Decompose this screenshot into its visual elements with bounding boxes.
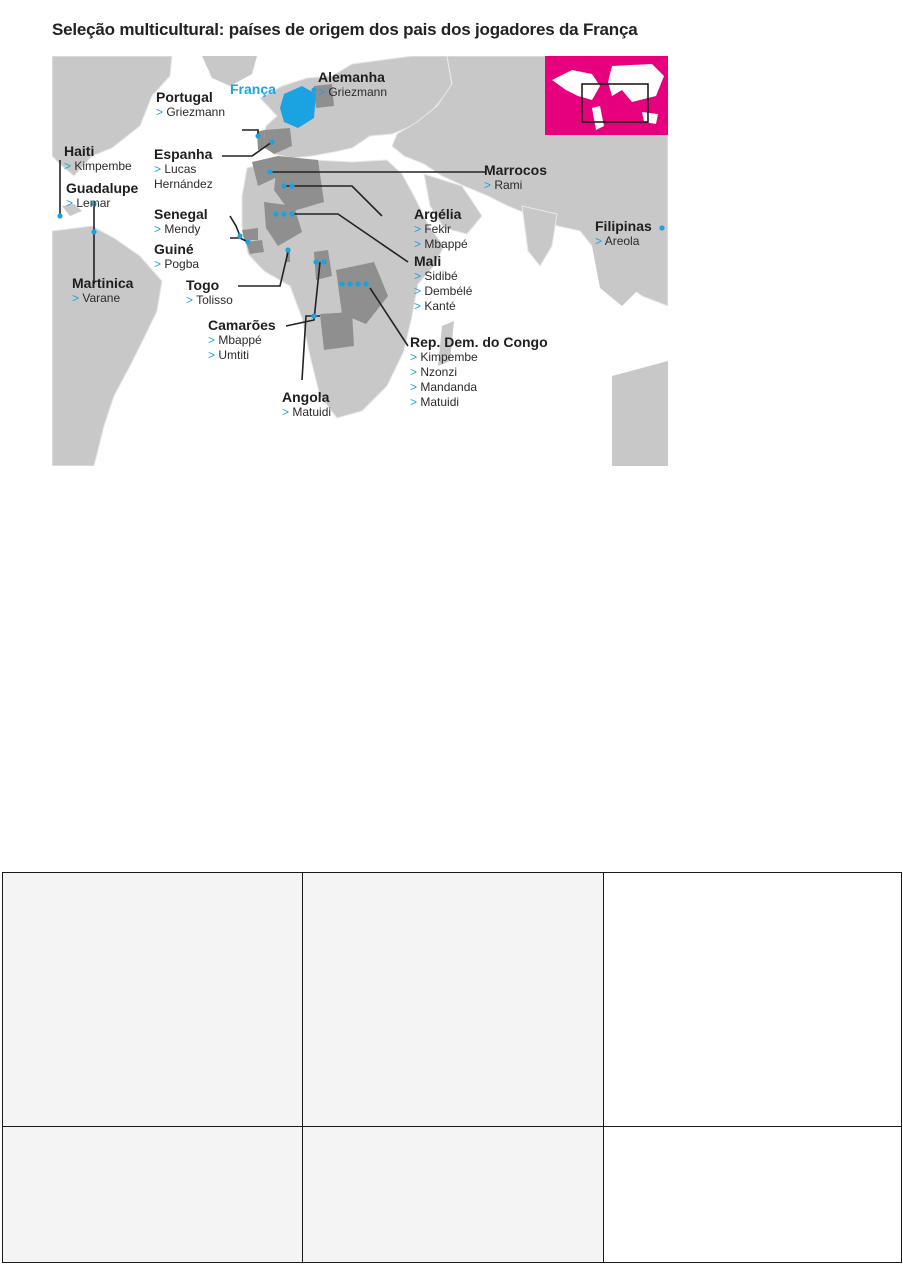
angola-shape bbox=[320, 312, 354, 350]
label-filipinas: Filipinas > Areola bbox=[595, 218, 652, 248]
label-espanha: Espanha > Lucas Hernández bbox=[154, 146, 213, 191]
label-argelia: Argélia > Fekir > Mbappé bbox=[414, 206, 468, 251]
india-land bbox=[522, 206, 557, 266]
dot-algeria-2 bbox=[289, 183, 294, 188]
label-angola: Angola > Matuidi bbox=[282, 389, 332, 419]
dot-mali-3 bbox=[289, 211, 294, 216]
label-senegal: Senegal > Mendy bbox=[154, 206, 208, 236]
map-title: Seleção multicultural: países de origem dos pais dos jogadores da França bbox=[52, 20, 638, 39]
dot-cameroon-1 bbox=[313, 259, 318, 264]
dot-martinica bbox=[91, 229, 96, 234]
dot-algeria-1 bbox=[281, 183, 286, 188]
answer-grid-table bbox=[2, 872, 902, 1263]
label-alemanha: Alemanha > Griezmann bbox=[318, 69, 388, 99]
dot-drc-4 bbox=[363, 281, 368, 286]
south-america-land bbox=[52, 226, 162, 466]
dot-drc-3 bbox=[355, 281, 360, 286]
dot-haiti bbox=[57, 213, 62, 218]
world-map bbox=[52, 56, 668, 466]
dot-portugal bbox=[255, 133, 260, 138]
table-cell[interactable] bbox=[303, 1127, 604, 1263]
table-row bbox=[3, 1127, 902, 1263]
label-guadalupe: Guadalupe > Lemar bbox=[66, 180, 139, 210]
label-rdcongo: Rep. Dem. do Congo > Kimpembe > Nzonzi > Mandanda > Matuidi bbox=[410, 334, 548, 409]
dot-drc-1 bbox=[339, 281, 344, 286]
table-cell[interactable] bbox=[3, 873, 303, 1127]
label-camaroes: Camarões > Mbappé > Umtiti bbox=[208, 317, 276, 362]
table-cell[interactable] bbox=[303, 873, 604, 1127]
map-graphic bbox=[52, 56, 668, 466]
label-france: França bbox=[230, 81, 276, 97]
dot-cameroon-2 bbox=[321, 259, 326, 264]
label-togo: Togo > Tolisso bbox=[186, 277, 233, 307]
label-mali: Mali > Sidibé > Dembélé > Kanté bbox=[414, 253, 473, 313]
dot-morocco bbox=[267, 169, 272, 174]
dot-philippines bbox=[659, 225, 664, 230]
label-haiti: Haiti > Kimpembe bbox=[64, 143, 132, 173]
australia-land bbox=[612, 361, 668, 466]
senegal-shape bbox=[242, 228, 258, 240]
label-marrocos: Marrocos > Rami bbox=[484, 162, 548, 192]
table-cell[interactable] bbox=[604, 1127, 902, 1263]
table-cell[interactable] bbox=[604, 873, 902, 1127]
dot-angola bbox=[311, 313, 316, 318]
dot-togo bbox=[285, 247, 290, 252]
dot-germany bbox=[311, 87, 316, 92]
dot-senegal bbox=[237, 233, 242, 238]
label-portugal: Portugal > Griezmann bbox=[156, 89, 226, 119]
table-row bbox=[3, 873, 902, 1127]
label-martinica: Martinica > Varane bbox=[72, 275, 134, 305]
label-guine: Guiné > Pogba bbox=[154, 241, 200, 271]
dot-guinea bbox=[245, 239, 250, 244]
dot-mali-2 bbox=[281, 211, 286, 216]
table-cell[interactable] bbox=[3, 1127, 303, 1263]
dot-spain bbox=[269, 139, 274, 144]
dot-mali-1 bbox=[273, 211, 278, 216]
dot-drc-2 bbox=[347, 281, 352, 286]
